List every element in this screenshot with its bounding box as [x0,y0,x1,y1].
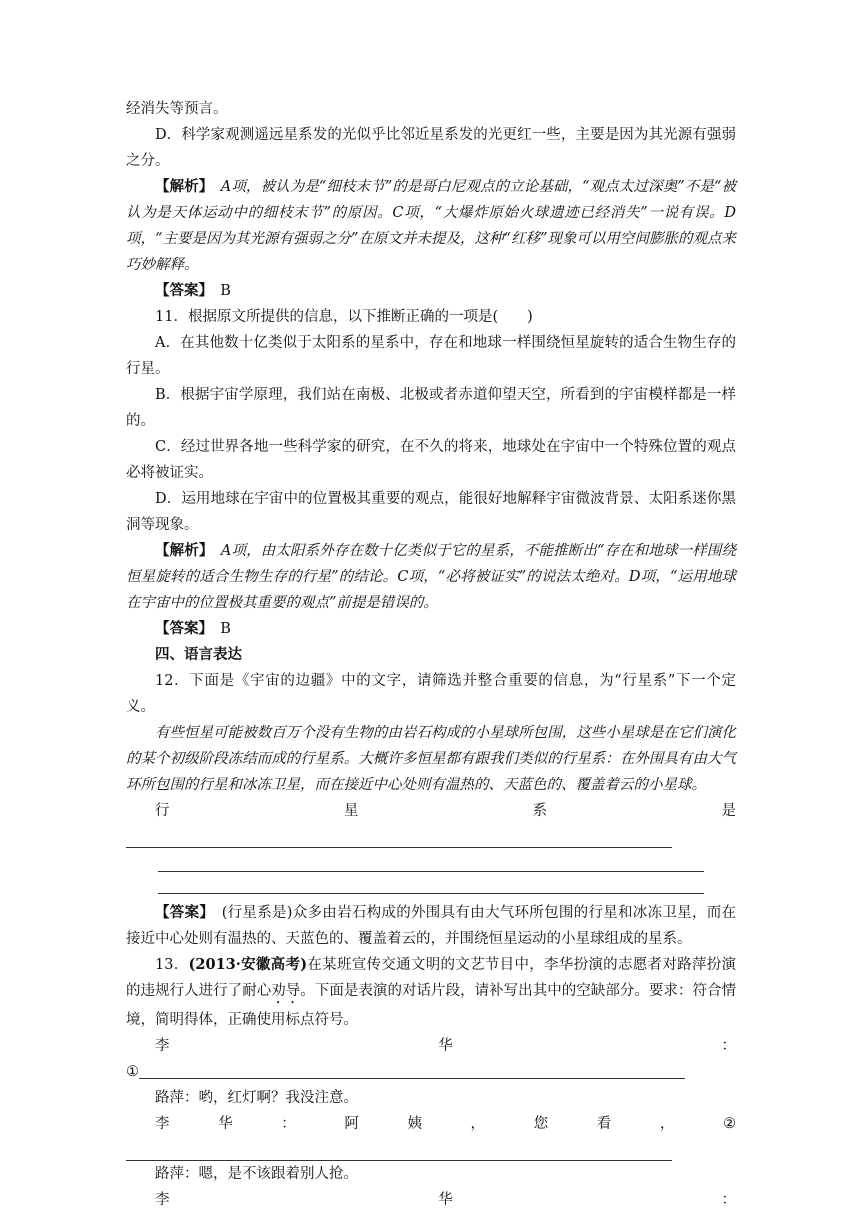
q12-passage: 有些恒星可能被数百万个没有生物的由岩石构成的小星球所包围，这些小星球是在它们演化的某个初级阶段冻结而成的行星系。大概许多恒星都有跟我们类似的行星系：在外围具有由大气环所包围的行星和冰冻卫星，而在接近中心处则有温热的、天蓝色的、覆盖着云的小星球。 [126,725,736,793]
q10-tail: 经消失等预言。 [126,101,228,117]
q10-analysis [126,174,736,278]
dialog-char: 李 [155,1038,170,1054]
analysis-label: 【解析】 [155,542,207,559]
blank-mark-1: ① [126,1064,139,1080]
answer-blank-line[interactable] [158,892,704,894]
q13-reply1: 路萍：哟，红灯啊？我没注意。 [155,1090,358,1106]
analysis-text: A项，被认为是“细枝末节”的是哥白尼观点的立论基础，“观点太过深奥”不是“被认为是天体运动中的细枝末节”的原因。C项，“大爆炸原始火球遗迹已经消失”一说有误。D项，“主要是因为其光源有强弱之分”在原文并未提及，这种“红移”现象可以用空间膨胀的观点来巧妙解释。 [126,179,737,273]
q12-answer [126,900,736,952]
q12-fill-line [126,798,736,824]
answer-blank-row [126,872,736,894]
q13-number: 13． [155,957,189,973]
answer-text: B [220,283,231,299]
q13-reply2: 路萍：嗯，是不该跟着别人抢。 [155,1166,358,1182]
answer-blank-line[interactable] [126,846,672,848]
dialog-char: 您 [533,1116,549,1132]
q11-option-d: D．运用地球在宇宙中的位置极其重要的观点，能很好地解释宇宙微波背景、太阳系迷你黑洞等现象。 [126,491,736,533]
fill-char: 星 [343,803,359,819]
q13-stem [126,952,736,1033]
dialog-char: ： [721,1038,736,1054]
q13-stem-mid: 在某班宣传交通文明的文艺节目中，李华扮演的志愿者对路萍扮演的违规行人进行了耐心 [126,957,736,999]
dialog-char: ： [721,1192,736,1208]
answer-label: 【答案】 [155,620,206,637]
q13-line1 [126,1033,736,1059]
dialog-char: 看 [596,1116,612,1132]
dialog-char: 华 [438,1038,453,1054]
q10-answer [126,278,736,304]
answer-blank-line[interactable] [139,1077,685,1079]
answer-blank-line[interactable] [158,870,704,872]
dialog-char: 姨 [407,1116,422,1132]
q13-stem-post: 。下面是表演的对话片段，请补写出其中的空缺部分。要求：符合情境，简明得体，正确使用标点符号。 [126,983,737,1028]
answer-blank-row [126,824,736,848]
blank-mark-2: ② [722,1116,736,1132]
q13-blank1-row [126,1059,736,1085]
dialog-char: 李 [155,1116,170,1132]
q11-option-c: C．经过世界各地一些科学家的研究，在不久的将来，地球处在宇宙中一个特殊位置的观点必将被证实。 [126,439,736,481]
fill-char: 是 [721,803,736,819]
fill-char: 系 [532,803,548,819]
q11-answer [126,616,736,642]
dialog-char: 阿 [344,1116,359,1132]
document-page [126,96,736,1213]
q11-analysis [126,538,736,616]
dialog-char: 华 [218,1116,233,1132]
analysis-label: 【解析】 [155,178,207,195]
dialog-char: 李 [155,1192,170,1208]
q13-line3 [126,1187,736,1213]
dialog-char: ， [659,1116,675,1132]
dialog-char: ， [470,1116,486,1132]
answer-text: B [220,621,231,637]
q13-source: (2013·安徽高考) [188,956,308,973]
dialog-char: ： [281,1116,296,1132]
answer-label: 【答案】 [155,282,206,299]
q12-stem: 12．下面是《宇宙的边疆》中的文字，请筛选并整合重要的信息，为“行星系”下一个定义。 [126,673,736,715]
q13-line2 [126,1111,736,1137]
section-title: 四、语言表达 [155,646,242,663]
q13-blank2-row [126,1137,736,1161]
fill-char: 行 [155,803,170,819]
q11-option-a: A．在其他数十亿类似于太阳系的星系中，存在和地球一样围绕恒星旋转的适合生物生存的行星。 [126,335,736,377]
q11-option-b: B．根据宇宙学原理，我们站在南极、北极或者赤道仰望天空，所看到的宇宙模样都是一样的。 [126,387,736,429]
q10-option-d: D．科学家观测遥远星系发的光似乎比邻近星系发的光更红一些，主要是因为其光源有强弱之分。 [126,127,736,169]
dialog-char: 华 [438,1192,453,1208]
q11-stem: 11．根据原文所提供的信息，以下推断正确的一项是( ) [155,309,533,325]
answer-label: 【答案】 [155,904,207,921]
analysis-text: A项，由太阳系外存在数十亿类似于它的星系，不能推断出“存在和地球一样围绕恒星旋转的适合生物生存的行星”的结论。C项，“必将被证实”的说法太绝对。D项，“运用地球在宇宙中的位置极其重要的观点”前提是错误的。 [126,543,737,611]
q13-dotted-word: 劝导 [271,983,301,999]
answer-text: (行星系是)众多由岩石构成的外围具有由大气环所包围的行星和冰冻卫星，而在接近中心处则有温热的、天蓝色的、覆盖着云的，并围绕恒星运动的小星球组成的星系。 [126,905,737,947]
answer-blank-row [126,848,736,872]
